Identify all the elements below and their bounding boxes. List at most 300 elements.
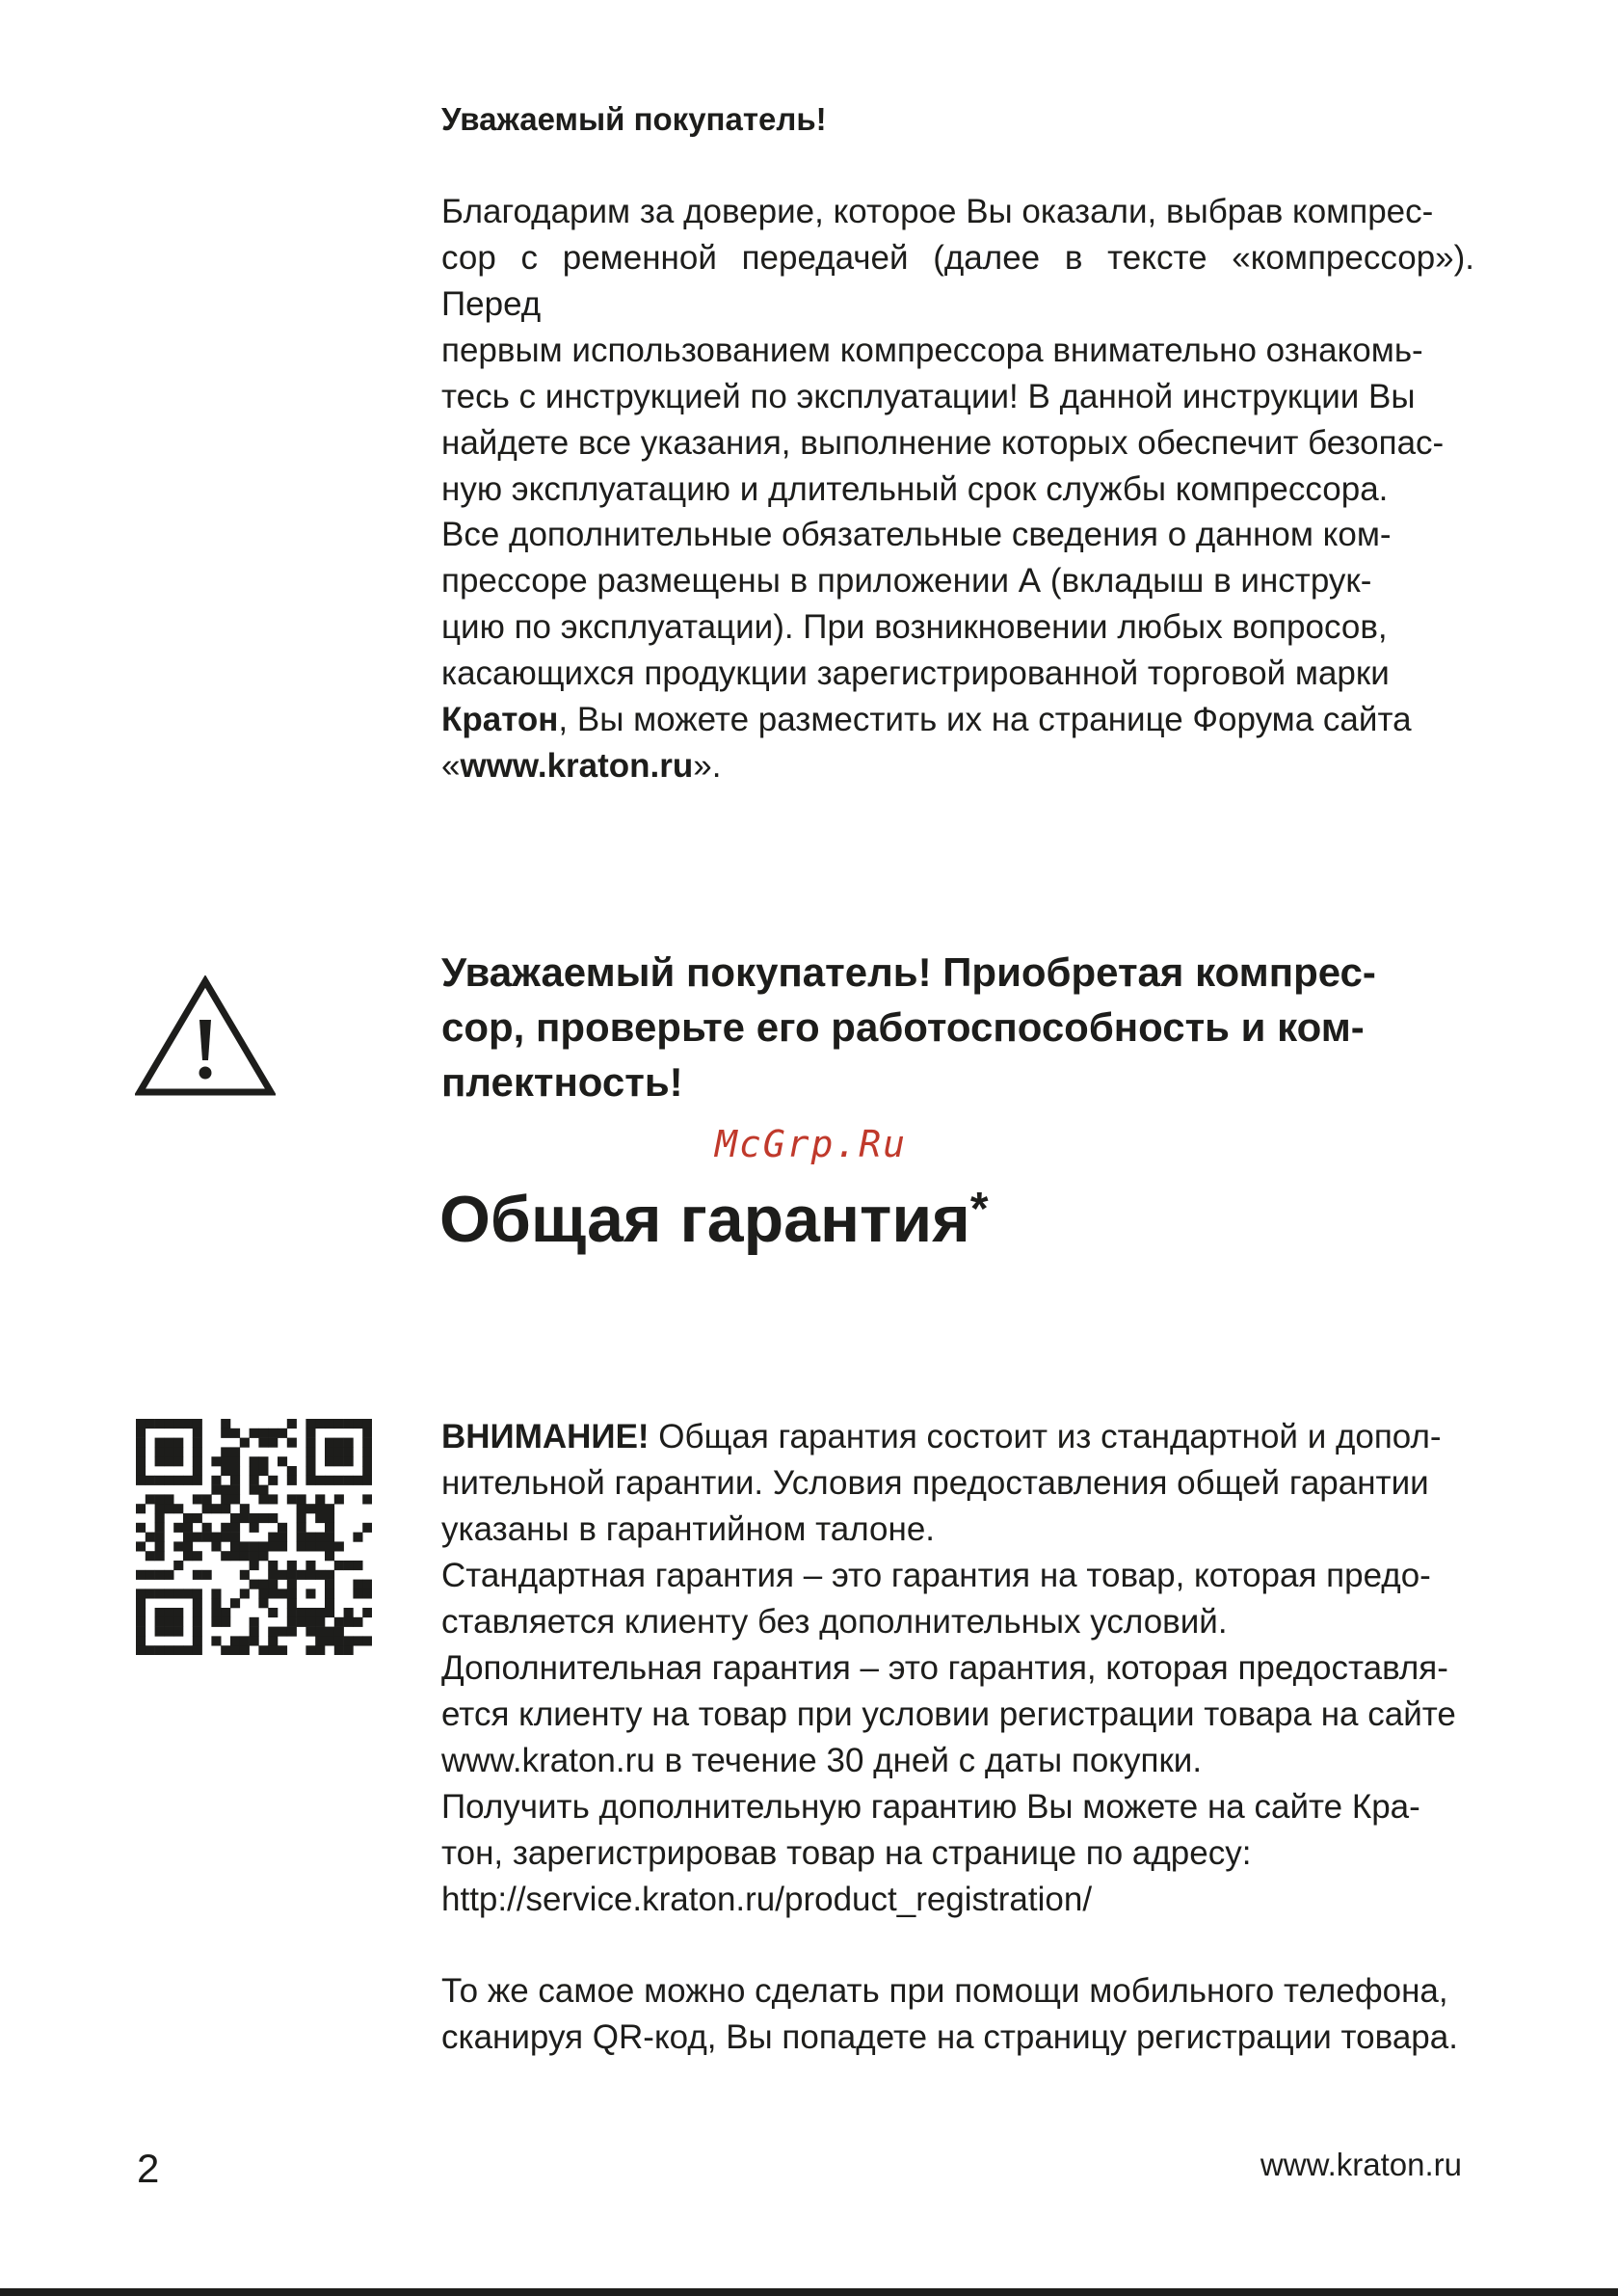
qr-module <box>278 1428 287 1438</box>
qr-module <box>221 1419 230 1428</box>
qr-module <box>193 1608 202 1617</box>
qr-module <box>136 1419 146 1428</box>
qr-module <box>173 1447 183 1456</box>
qr-module <box>136 1627 146 1637</box>
qr-module <box>164 1438 173 1448</box>
qr-module <box>136 1645 146 1655</box>
qr-module <box>305 1476 315 1485</box>
qr-module <box>315 1570 325 1580</box>
qr-module <box>155 1494 165 1504</box>
qr-module <box>278 1589 287 1598</box>
qr-module <box>287 1419 297 1428</box>
qr-module <box>315 1541 325 1551</box>
footer-site-link[interactable]: www.kraton.ru <box>1260 2147 1462 2182</box>
qr-module <box>362 1456 372 1466</box>
text-line: тон, зарегистрировав товар на странице по адресу: <box>441 1834 1252 1872</box>
qr-module <box>258 1589 268 1598</box>
qr-module <box>193 1438 202 1448</box>
qr-module <box>362 1523 372 1533</box>
qr-module <box>202 1533 212 1542</box>
qr-module <box>344 1636 354 1645</box>
text-line: ставляется клиенту без дополнительных условий. <box>441 1603 1228 1641</box>
text-line: Уважаемый покупатель! Приобретая компрес- <box>441 949 1376 995</box>
qr-module <box>344 1476 354 1485</box>
qr-module <box>193 1551 202 1561</box>
qr-module <box>193 1428 202 1438</box>
qr-module <box>221 1617 230 1627</box>
qr-module <box>278 1645 287 1655</box>
qr-module <box>353 1533 362 1542</box>
qr-module <box>325 1504 334 1513</box>
qr-module <box>221 1466 230 1476</box>
qr-module <box>221 1485 230 1495</box>
greeting-heading: Уважаемый покупатель! <box>441 101 827 137</box>
qr-module <box>250 1580 259 1589</box>
qr-module <box>325 1570 334 1580</box>
qr-module <box>344 1419 354 1428</box>
qr-module <box>240 1513 250 1523</box>
qr-module <box>305 1456 315 1466</box>
text-line: тесь с инструкцией по эксплуатации! В данной инструкции Вы <box>441 378 1416 415</box>
qr-module <box>325 1523 334 1533</box>
qr-module <box>202 1504 212 1513</box>
qr-module <box>221 1494 230 1504</box>
qr-module <box>250 1617 259 1627</box>
qr-module <box>258 1598 268 1608</box>
qr-module <box>164 1504 173 1513</box>
qr-module <box>164 1645 173 1655</box>
qr-module <box>362 1476 372 1485</box>
qr-module <box>173 1541 183 1551</box>
qr-module <box>325 1636 334 1645</box>
qr-module <box>258 1513 268 1523</box>
qr-module <box>193 1476 202 1485</box>
qr-module <box>315 1533 325 1542</box>
qr-module <box>183 1513 193 1523</box>
qr-module <box>325 1627 334 1637</box>
qr-module <box>250 1561 259 1570</box>
qr-module <box>297 1523 306 1533</box>
qr-module <box>221 1428 230 1438</box>
qr-module <box>173 1419 183 1428</box>
qr-module <box>230 1494 240 1504</box>
qr-module <box>268 1589 278 1598</box>
qr-module <box>146 1551 155 1561</box>
qr-module <box>250 1523 259 1533</box>
section-title <box>439 1166 989 1263</box>
qr-module <box>287 1608 297 1617</box>
qr-module <box>155 1476 165 1485</box>
qr-module <box>193 1513 202 1523</box>
qr-module <box>240 1570 250 1580</box>
text-line: www.kraton.ru в течение 30 дней с даты покупки. <box>441 1742 1203 1779</box>
qr-module <box>325 1533 334 1542</box>
registration-url[interactable]: http://service.kraton.ru/product_registration/ <box>441 1881 1093 1918</box>
qr-module <box>325 1447 334 1456</box>
text-line: ную эксплуатацию и длительный срок службы компрессора. <box>441 470 1389 508</box>
qr-code-icon <box>136 1419 372 1655</box>
qr-module <box>136 1541 146 1551</box>
qr-module <box>221 1523 230 1533</box>
qr-module <box>173 1523 183 1533</box>
qr-module <box>240 1541 250 1551</box>
qr-module <box>136 1617 146 1627</box>
qr-module <box>287 1438 297 1448</box>
quote-open: « <box>441 747 461 785</box>
text-line: сканируя QR-код, Вы попадете на страницу регистрации товара. <box>441 2018 1458 2056</box>
qr-module <box>344 1617 354 1627</box>
qr-module <box>173 1627 183 1637</box>
qr-module <box>297 1533 306 1542</box>
qr-module <box>305 1627 315 1637</box>
qr-module <box>334 1617 344 1627</box>
qr-module <box>287 1598 297 1608</box>
qr-module <box>221 1447 230 1456</box>
qr-module <box>325 1438 334 1448</box>
qr-module <box>173 1504 183 1513</box>
qr-module <box>334 1456 344 1466</box>
text-line: сор, проверьте его работоспособность и ком- <box>441 1004 1365 1050</box>
qr-module <box>268 1533 278 1542</box>
qr-module <box>268 1476 278 1485</box>
qr-module <box>173 1617 183 1627</box>
qr-module <box>193 1598 202 1608</box>
qr-module <box>240 1589 250 1598</box>
warning-heading <box>441 945 1474 1109</box>
qr-module <box>146 1570 155 1580</box>
qr-module <box>230 1447 240 1456</box>
qr-module <box>287 1466 297 1476</box>
qr-module <box>325 1513 334 1523</box>
text-line <box>441 697 1474 743</box>
qr-module <box>164 1419 173 1428</box>
qr-module <box>193 1570 202 1580</box>
qr-module <box>258 1541 268 1551</box>
qr-module <box>230 1541 240 1551</box>
qr-module <box>211 1504 221 1513</box>
qr-module <box>136 1504 146 1513</box>
qr-module <box>353 1561 362 1570</box>
qr-module <box>136 1589 146 1598</box>
qr-module <box>193 1494 202 1504</box>
qr-module <box>315 1645 325 1655</box>
qr-module <box>334 1561 344 1570</box>
qr-module <box>287 1617 297 1627</box>
qr-module <box>136 1598 146 1608</box>
qr-module <box>334 1541 344 1551</box>
qr-module <box>268 1494 278 1504</box>
qr-module <box>362 1494 372 1504</box>
qr-module <box>230 1466 240 1476</box>
qr-module <box>136 1570 146 1580</box>
qr-module <box>287 1580 297 1589</box>
qr-module <box>278 1523 287 1533</box>
qr-module <box>230 1456 240 1466</box>
qr-module <box>315 1636 325 1645</box>
qr-module <box>325 1419 334 1428</box>
qr-module <box>164 1608 173 1617</box>
qr-module <box>250 1466 259 1476</box>
text-line: Все дополнительные обязательные сведения о данном ком- <box>441 516 1392 553</box>
qr-module <box>362 1438 372 1448</box>
text-line: ется клиенту на товар при условии регистрации товара на сайте <box>441 1695 1456 1733</box>
qr-module <box>155 1551 165 1561</box>
qr-module <box>211 1589 221 1598</box>
qr-module <box>221 1645 230 1655</box>
qr-module <box>325 1541 334 1551</box>
qr-module <box>325 1608 334 1617</box>
text-span: Общая гарантия состоит из стандартной и допол- <box>649 1418 1442 1455</box>
qr-module <box>353 1617 362 1627</box>
qr-module <box>278 1533 287 1542</box>
qr-module <box>211 1617 221 1627</box>
qr-module <box>164 1570 173 1580</box>
qr-module <box>305 1419 315 1428</box>
qr-module <box>230 1523 240 1533</box>
qr-module <box>211 1598 221 1608</box>
qr-module <box>193 1456 202 1466</box>
qr-module <box>155 1533 165 1542</box>
qr-module <box>325 1589 334 1598</box>
qr-module <box>193 1533 202 1542</box>
text-line: То же самое можно сделать при помощи мобильного телефона, <box>441 1972 1448 2010</box>
text-line: касающихся продукции зарегистрированной торговой марки <box>441 654 1390 692</box>
qr-module <box>146 1589 155 1598</box>
qr-module <box>183 1645 193 1655</box>
qr-module <box>362 1447 372 1456</box>
site-link[interactable]: www.kraton.ru <box>460 747 694 785</box>
qr-module <box>268 1428 278 1438</box>
qr-module <box>287 1476 297 1485</box>
qr-module <box>240 1438 250 1448</box>
qr-module <box>155 1523 165 1533</box>
qr-module <box>297 1608 306 1617</box>
qr-module <box>211 1608 221 1617</box>
qr-module <box>305 1466 315 1476</box>
qr-module <box>211 1533 221 1542</box>
qr-module <box>278 1456 287 1466</box>
qr-module <box>230 1645 240 1655</box>
text-line: Благодарим за доверие, которое Вы оказали, выбрав компрес- <box>441 193 1434 230</box>
qr-module <box>250 1476 259 1485</box>
qr-module <box>193 1447 202 1456</box>
qr-module <box>258 1580 268 1589</box>
qr-module <box>362 1589 372 1598</box>
qr-module <box>155 1627 165 1637</box>
qr-module <box>344 1447 354 1456</box>
qr-module <box>136 1428 146 1438</box>
qr-module <box>136 1636 146 1645</box>
warning-triangle-icon <box>135 975 276 1097</box>
qr-module <box>268 1580 278 1589</box>
qr-module <box>164 1476 173 1485</box>
text-line: Стандартная гарантия – это гарантия на товар, которая предо- <box>441 1557 1431 1594</box>
qr-module <box>221 1456 230 1466</box>
qr-module <box>258 1645 268 1655</box>
qr-module <box>278 1627 287 1637</box>
qr-module <box>183 1523 193 1533</box>
title-asterisk: * <box>969 1184 989 1235</box>
qr-module <box>250 1513 259 1523</box>
qr-module <box>155 1645 165 1655</box>
qr-module <box>155 1608 165 1617</box>
qr-module <box>155 1504 165 1513</box>
qr-module <box>250 1485 259 1495</box>
qr-module <box>278 1570 287 1580</box>
qr-module <box>315 1627 325 1637</box>
qr-module <box>258 1438 268 1448</box>
qr-module <box>297 1504 306 1513</box>
qr-module <box>164 1617 173 1627</box>
qr-module <box>315 1617 325 1627</box>
qr-module <box>305 1608 315 1617</box>
qr-module <box>230 1485 240 1495</box>
qr-module <box>315 1419 325 1428</box>
qr-module <box>193 1636 202 1645</box>
qr-module <box>297 1541 306 1551</box>
qr-module <box>211 1636 221 1645</box>
qr-module <box>268 1608 278 1617</box>
qr-module <box>136 1466 146 1476</box>
bottom-rule <box>0 2288 1618 2296</box>
qr-module <box>164 1627 173 1637</box>
qr-module <box>136 1456 146 1466</box>
qr-module <box>297 1494 306 1504</box>
qr-module <box>353 1476 362 1485</box>
qr-module <box>305 1533 315 1542</box>
qr-module <box>258 1485 268 1495</box>
qr-module <box>211 1456 221 1466</box>
qr-module <box>230 1513 240 1523</box>
qr-module <box>258 1456 268 1466</box>
qr-module <box>334 1645 344 1655</box>
qr-module <box>353 1636 362 1645</box>
qr-module <box>334 1419 344 1428</box>
qr-module <box>334 1476 344 1485</box>
qr-module <box>268 1627 278 1637</box>
qr-module <box>250 1636 259 1645</box>
qr-module <box>258 1494 268 1504</box>
text-line: плектность! <box>441 1059 683 1105</box>
qr-module <box>155 1513 165 1523</box>
qr-module <box>258 1466 268 1476</box>
watermark-text: McGrp.Ru <box>715 1123 908 1165</box>
qr-module <box>362 1466 372 1476</box>
qr-module <box>250 1551 259 1561</box>
qr-module <box>305 1589 315 1598</box>
qr-module <box>230 1533 240 1542</box>
qr-instruction-paragraph <box>441 1968 1474 2061</box>
qr-module <box>193 1466 202 1476</box>
qr-module <box>136 1447 146 1456</box>
qr-module <box>146 1476 155 1485</box>
brand-name: Кратон <box>441 701 559 738</box>
qr-module <box>287 1589 297 1598</box>
qr-module <box>297 1570 306 1580</box>
qr-module <box>334 1447 344 1456</box>
qr-module <box>315 1504 325 1513</box>
qr-module <box>173 1589 183 1598</box>
qr-module <box>202 1494 212 1504</box>
page-number: 2 <box>137 2146 160 2191</box>
qr-module <box>155 1447 165 1456</box>
qr-module <box>315 1476 325 1485</box>
text-line: указаны в гарантийном талоне. <box>441 1510 936 1548</box>
qr-module <box>305 1561 315 1570</box>
qr-module <box>305 1447 315 1456</box>
qr-module <box>258 1551 268 1561</box>
text-line: Получить дополнительную гарантию Вы можете на сайте Кра- <box>441 1788 1420 1826</box>
qr-module <box>362 1608 372 1617</box>
qr-module <box>362 1419 372 1428</box>
section-title-text: Общая гарантия <box>439 1183 970 1256</box>
qr-module <box>146 1494 155 1504</box>
qr-module <box>268 1570 278 1580</box>
qr-module <box>164 1456 173 1466</box>
qr-module <box>287 1570 297 1580</box>
qr-module <box>193 1627 202 1637</box>
qr-module <box>183 1533 193 1542</box>
text-line: найдете все указания, выполнение которых обеспечит безопас- <box>441 424 1445 462</box>
qr-module <box>325 1580 334 1589</box>
qr-module <box>250 1627 259 1637</box>
qr-module <box>155 1617 165 1627</box>
qr-module <box>250 1456 259 1466</box>
text-line <box>441 1414 1474 1460</box>
qr-module <box>305 1617 315 1627</box>
qr-module <box>250 1428 259 1438</box>
qr-module <box>173 1456 183 1466</box>
qr-module <box>344 1645 354 1655</box>
attention-paragraph <box>441 1414 1474 1923</box>
qr-module <box>353 1580 362 1589</box>
text-line: цию по эксплуатации). При возникновении любых вопросов, <box>441 608 1388 646</box>
qr-module <box>230 1598 240 1608</box>
qr-module <box>136 1608 146 1617</box>
qr-module <box>258 1428 268 1438</box>
qr-module <box>325 1551 334 1561</box>
qr-module <box>240 1636 250 1645</box>
qr-module <box>344 1438 354 1448</box>
qr-module <box>173 1561 183 1570</box>
qr-module <box>183 1589 193 1598</box>
qr-module <box>297 1513 306 1523</box>
intro-paragraph-2 <box>441 512 1474 789</box>
qr-module <box>193 1617 202 1627</box>
qr-module <box>221 1551 230 1561</box>
qr-module <box>362 1636 372 1645</box>
qr-module <box>230 1551 240 1561</box>
qr-module <box>305 1570 315 1580</box>
qr-module <box>268 1636 278 1645</box>
qr-module <box>202 1523 212 1533</box>
qr-module <box>315 1494 325 1504</box>
qr-module <box>334 1636 344 1645</box>
qr-module <box>136 1523 146 1533</box>
qr-module <box>211 1476 221 1485</box>
qr-module <box>334 1494 344 1504</box>
qr-module <box>230 1476 240 1485</box>
qr-module <box>221 1533 230 1542</box>
qr-module <box>305 1645 315 1655</box>
qr-module <box>353 1419 362 1428</box>
qr-module <box>155 1456 165 1466</box>
qr-module <box>221 1608 230 1617</box>
qr-module <box>268 1561 278 1570</box>
qr-module <box>344 1456 354 1466</box>
text-span: , Вы можете разместить их на странице Форума сайта <box>558 701 1412 738</box>
qr-module <box>173 1476 183 1485</box>
